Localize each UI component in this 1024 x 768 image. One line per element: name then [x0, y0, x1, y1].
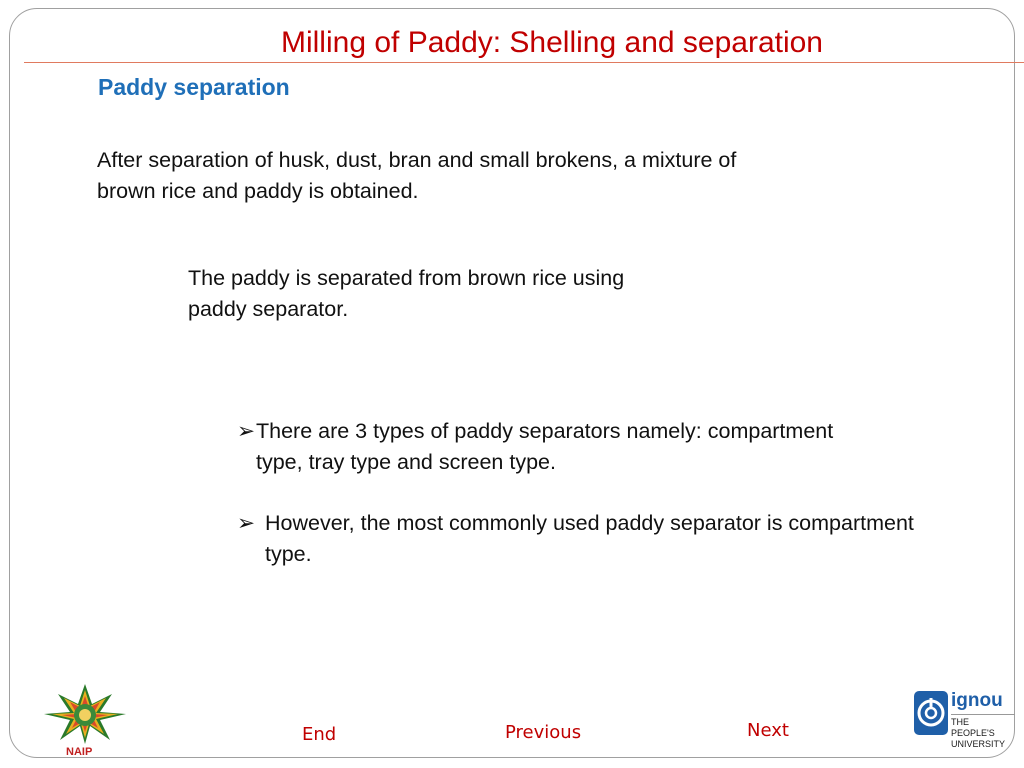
section-heading: Paddy separation [98, 74, 290, 100]
bullet-item [237, 508, 937, 570]
ignou-tagline-line2: UNIVERSITY [951, 739, 1006, 749]
end-link[interactable]: End [302, 724, 337, 745]
slide-title: Milling of Paddy: Shelling and separation [280, 26, 823, 59]
ignou-tagline-line1: THE PEOPLE'S [951, 717, 995, 738]
title-divider [24, 62, 1024, 63]
ignou-wordmark: ignou [951, 690, 1003, 711]
next-link[interactable]: Next [747, 720, 789, 741]
ignou-logo-icon [913, 690, 1013, 756]
naip-label: NAIP [66, 746, 93, 758]
bullet-item [237, 416, 837, 478]
naip-logo-icon [40, 682, 130, 762]
bullet-text: However, the most commonly used paddy separator is compartment type. [265, 511, 914, 566]
naip-star-icon [40, 682, 130, 746]
slide-frame [9, 8, 1015, 758]
separator-paragraph: The paddy is separated from brown rice using paddy separator. [188, 266, 625, 321]
arrow-bullet-icon: ➢ [237, 511, 256, 535]
ignou-tagline [951, 714, 1015, 750]
bullet-text: There are 3 types of paddy separators namely: compartment type, tray type and screen type. [256, 419, 834, 474]
previous-link[interactable]: Previous [505, 722, 582, 743]
ignou-emblem-icon [913, 690, 949, 736]
intro-paragraph: After separation of husk, dust, bran and small brokens, a mixture of brown rice and paddy is obtained. [97, 148, 737, 203]
arrow-bullet-icon: ➢ [237, 419, 256, 443]
